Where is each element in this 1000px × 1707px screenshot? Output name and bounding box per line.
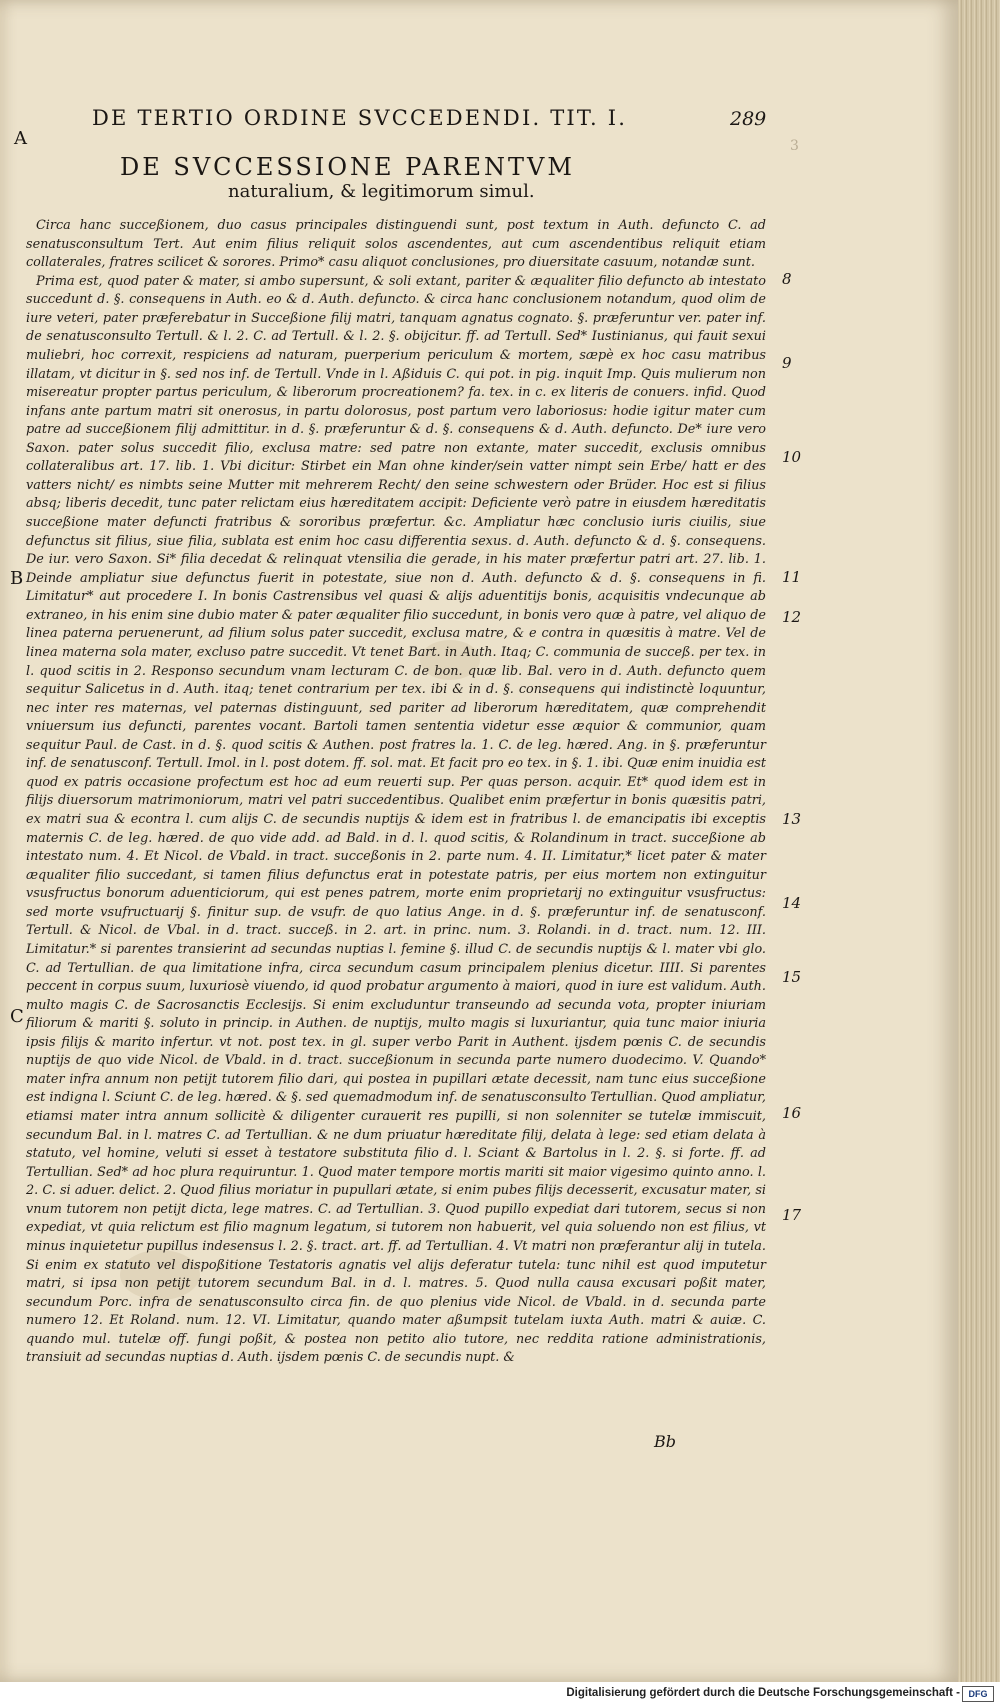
marginal-note-number: 16	[782, 1104, 802, 1122]
paragraph-2: Prima est, quod pater & mater, si ambo supersunt, & soli extant, pariter & æqualiter filio defuncto ab intestato succedunt d. §. consequens in Auth. eo & d. Auth. defuncto. & circa hanc conclusionem notandum, quod olim de iure veteri, pater præferebatur in Succeßione filij matri, tanquam agnatus cognato. §. præferuntur ver. pater inf. de senatusconsulto Tertull. & l. 2. C. ad Tertull. & l. 2. §. obijcitur. ff. ad Tertull. Sed* Iustinianus, qui fauit sexui muliebri, hoc correxit, respiciens ad naturam, puerperium periculum & mortem, sæpè ex hoc casu matribus illatam, vt dicitur in §. sed nos inf. de Tertull. Vnde in l. Aßiduis C. qui pot. in pig. inquit Imp. Quis mulierum non misereatur propter partus periculum, & liberorum procreationem? fa. tex. in c. ex literis de conuers. infid. Quod infans ante partum matri sit onerosus, in partu dolorosus, post partum vero laboriosus: hodie igitur mater cum patre ad succeßionem filij admittitur. in d. §. præferuntur & d. §. consequens & d. Auth. defuncto. De* iure vero Saxon. pater solus succedit filio, exclusa matre: sed patre non extante, mater succedit, exclusis omnibus collateralibus art. 17. lib. 1. Vbi dicitur: Stirbet ein Man ohne kinder/sein vatter nimpt sein Erbe/ hatt er des vatters nicht/ es nimbts seine Mutter mit mehrerem Recht/ den seine schwestern oder Brüder. Hoc est si filius absq; liberis decedit, tunc pater relictam eius hæreditatem accipit: Deficiente verò patre in eiusdem hæreditatis succeßione mater defuncti fratribus & sororibus præfertur. &c. Ampliatur hæc conclusio iuris ciuilis, siue defunctus sit filius, siue filia, sublata est enim hoc casu differentia sexus. d. Auth. defuncto & d. §. consequens. De iur. vero Saxon. Si* filia decedat & relinquat vtensilia die gerade, in his mater præfertur patri art. 27. lib. 1. Deinde ampliatur siue defunctus fuerit in potestate, siue non d. Auth. defuncto & d. §. consequens in fi. Limitatur* aut procedere I. In bonis Castrensibus vel quasi & alijs aduentitijs bonis, acquisitis vndecunque ab extraneo, in his enim sine dubio mater & pater æqualiter filio succedunt, in bonis vero quæ à patre, vel aliquo de linea paterna peruenerunt, ad filium solus pater succedit, exclusa matre, & e contra in quæsitis à matre. Vel de linea materna sola mater, excluso patre succedit. Vt tenet Bart. in Auth. Itaq; C. communia de succeß. per tex. in l. quod scitis in 2. Responso secundum vnam lecturam C. de bon. quæ lib. Bal. vero in d. Auth. defuncto quem sequitur Salicetus in d. Auth. itaq; tenet contrarium per tex. ibi & in d. §. consequens qui indistinctè loquuntur, nec inter res maternas, vel paternas distinguunt, sed pariter ad liberorum hæreditatem, quæ comprehendit vniuersum ius defuncti, parentes vocant. Bartoli tamen sententia videtur esse æquior & communior, quam sequitur Paul. de Cast. in d. §. quod scitis & Authen. post fratres la. 1. C. de leg. hæred. Ang. in §. præferuntur inf. de senatusconf. Tertull. Imol. in l. post dotem. ff. sol. mat. Et facit pro eo tex. in §. 1. ibi. Quæ enim inuidia est quod ex patris occasione profectum est hoc ad eum reuerti sup. Per quas person. acquir. Et* quod idem est in filijs diuersorum matrimoniorum, matri vel patri succedentibus. Qualibet enim præfertur in bonis quæsitis patri, ex matri sua & econtra l. cum alijs C. de secundis nuptijs & idem est in fratribus l. de emancipatis ibi exceptis maternis C. de leg. hæred. de quo vide add. ad Bald. in d. l. quod scitis, & Rolandinum in tract. succeßione ab intestato num. 4. Et Nicol. de Vbald. in tract. succeßonis in 2. parte num. 4. II. Limitatur,* licet pater & mater æqualiter filio succedant, si tamen filius defunctus erat in potestate patris, per eius mortem non extinguitur vsusfructus bonorum aduenticiorum, qui est penes patrem, morte enim proprietarij no extinguitur vsusfructus: sed morte vsufructuarij §. finitur sup. de vsufr. de quo latius Ange. in d. §. præferuntur inf. de senatusconf. Tertull. & Nicol. de Vbal. in d. tract. succeß. in 2. art. in princ. num. 3. Rolandi. in d. tract. num. 12. III. Limitatur.* si parentes transierint ad secundas nuptias l. femine §. illud C. de secundis nuptijs & l. mater vbi glo. C. ad Tertullian. de qua limitatione infra, circa secundum casum principalem plenius dicetur. IIII. Si parentes peccent in corpus suum, luxuriosè viuendo, id quod probatur argumento à maiori, quod in iure est validum. Auth. multo magis C. de Sacrosanctis Ecclesijs. Si enim excluduntur transeundo ad secunda vota, propter iniuriam filiorum & mariti §. soluto in princip. in Authen. de nuptijs, multo magis si luxuriantur, quia tunc maior iniuria ipsis filijs & marito infertur. vt not. post tex. in gl. super verbo Parit in Authent. ijsdem pœnis C. de secundis nuptijs de quo vide Nicol. de Vbald. in d. tract. succeßionum in secunda parte numero duodecimo. V. Quando* mater infra annum non petijt tutorem filio dari, qui postea in pupillari ætate decessit, nam tunc eius succeßione est indigna l. Sciunt C. de leg. hæred. & §. sed quemadmodum inf. de senatusconsulto Tertullian. Quod ampliatur, etiamsi mater intra annum sollicitè & diligenter curauerit res pupilli, si non solenniter se tutelæ immiscuit, secundum Bal. in l. matres C. ad Tertullian. & ne dum priuatur hæreditate filij, delata à lege: sed etiam delata à statuto, vel homine, veluti si esset à testatore substituta filio d. l. Sciant & Bartolus in l. 2. §. si forte. ff. ad Tertullian. Sed* ad hoc plura requiruntur. 1. Quod mater tempore mortis mariti sit maior vigesimo quinto anno. l. 2. C. si aduer. delict. 2. Quod filius moriatur in pupullari ætate, si enim pubes filijs decesserit, excusatur mater, si vnum tutorem non petijt dicta, lege matres. C. ad Tertullian. 3. Quod pupillo expediat dari tutorem, secus si non expediat, vt quia relictum est filio magnum legatum, si tutorem non habuerit, vel quia soluendo non est filius, vt minus inquietetur pupillus indesensus l. 2. §. tract. art. ff. ad Tertullian. 4. Vt matri non præferantur alij in tutela. Si enim ex statuto vel dispoßitione Testatoris agnatis vel alijs deferatur tutela: tunc nihil est quod imputetur matri, si ipsa non petijt tutorem secundum Bal. in d. l. matres. 5. Quod nulla causa excusari poßit mater, secundum Porc. infra de senatusconsulto circa fin. de quo plenius vide Nicol. de Vbald. in d. secunda parte numero 12. Et Roland. num. 12. VI. Limitatur, quando mater aßumpsit tutelam iuxta Auth. matri & auiæ. C. quando mul. tutelæ off. fungi poßit, & postea non petito alio tutore, nec reddita ratione administrationis, transiuit ad secundas nuptias d. Auth. ijsdem pœnis C. de secundis nupt. &	[26, 273, 766, 1366]
margin-letter-a: A	[14, 128, 27, 149]
running-head: DE TERTIO ORDINE SVCCEDENDI. TIT. I.	[92, 106, 628, 130]
paragraph-1: Circa hanc succeßionem, duo casus principales distinguendi sunt, post textum in Auth. defuncto C. ad senatusconsultum Tert. Aut enim filius reliquit solos ascendentes, aut cum ascendentibus reliquit etiam collaterales, fratres scilicet & sorores. Primo* casu aliquot conclusiones, pro diuersitate casuum, notandæ sunt.	[26, 218, 766, 271]
margin-letter-b: B	[10, 568, 24, 589]
marginal-note-number: 11	[782, 568, 802, 586]
section-title: DE SVCCESSIONE PARENTVM	[120, 153, 575, 181]
digitization-credit: Digitalisierung gefördert durch die Deutsche Forschungsgemeinschaft -	[566, 1687, 960, 1699]
section-subtitle: naturalium, & legitimorum simul.	[228, 181, 535, 202]
margin-letter-c: C	[10, 1006, 24, 1027]
page-edges	[958, 0, 1000, 1682]
signature-mark: Bb	[654, 1432, 676, 1451]
bleed-through-mark: 3	[790, 138, 799, 154]
marginal-note-number: 9	[782, 354, 792, 372]
marginal-note-number: 8	[782, 270, 792, 288]
body-text	[26, 217, 766, 1368]
dfg-logo: DFG	[962, 1686, 994, 1702]
marginal-note-number: 17	[782, 1206, 802, 1224]
marginal-note-number: 12	[782, 608, 802, 626]
marginal-note-number: 13	[782, 810, 802, 828]
page-number: 289	[730, 108, 767, 130]
marginal-note-number: 10	[782, 448, 802, 466]
marginal-note-number: 15	[782, 968, 802, 986]
marginal-note-number: 14	[782, 894, 802, 912]
